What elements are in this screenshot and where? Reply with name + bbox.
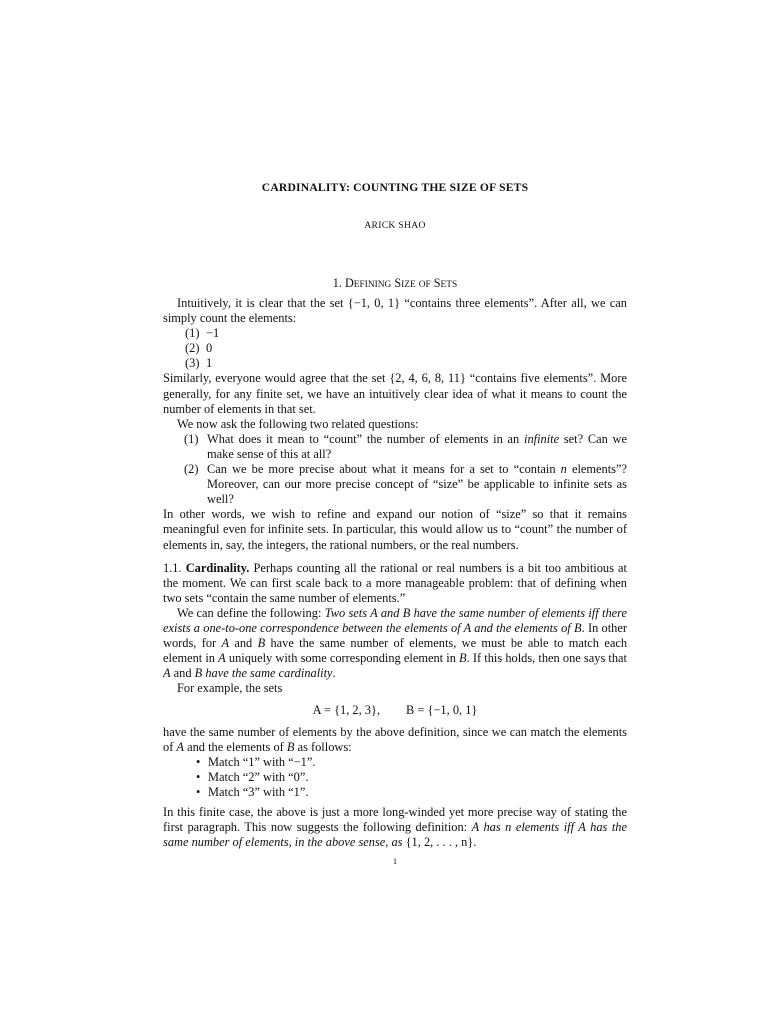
list-item: • Match “1” with “−1”. [196, 754, 316, 769]
subsection-title: Cardinality. [185, 560, 250, 575]
list-item: (1) What does it mean to “count” the number of elements in an infinite set? Can we make sense of this at all? [184, 431, 628, 461]
paragraph-example: For example, the sets [177, 681, 283, 696]
set-b: B = {−1, 0, 1} [406, 703, 478, 718]
paragraph-definition: We can define the following: Two sets A and B have the same number of elements iff there exists a one-to-one correspondence between the elements of A and the elements of B. In other words, for A and B have the same number of elements, we must be able to match each element in A uniquely with some corresponding element in B. If this holds, then one says that A and B have the same cardinality. [163, 605, 628, 681]
subsection-cardinality: 1.1. Cardinality. Perhaps counting all the rational or real numbers is a bit too ambitious at the moment. We can first scale back to a more manageable problem: that of defining when two sets “contain the same number of elements.” [163, 560, 627, 605]
match-list [163, 755, 627, 800]
paragraph-intro: Intuitively, it is clear that the set {−1, 0, 1} “contains three elements”. After all, we can simply count the elements: [163, 296, 627, 326]
bullet-icon: • [196, 754, 201, 769]
list-item: (2) Can we be more precise about what it means for a set to “contain n elements”? Moreover, can our more precise concept of “size” be applicable to infinite sets as well? [184, 462, 628, 507]
list-item: (2) 0 [185, 341, 213, 356]
list-item: • Match “2” with “0”. [196, 769, 309, 784]
list-item: (1) −1 [185, 326, 220, 341]
author-name: ARICK SHAO [364, 220, 426, 231]
bullet-icon: • [196, 784, 201, 799]
paragraph-summary: In other words, we wish to refine and expand our notion of “size” so that it remains meaningful even for infinite sets. In particular, this would allow us to “count” the number of elements in, say, the integers, the rational numbers, or the real numbers. [163, 507, 627, 552]
element-list [163, 326, 627, 371]
paragraph-questions-intro: We now ask the following two related questions: [177, 416, 419, 431]
section-body [163, 296, 627, 850]
subsection-number: 1.1. [163, 560, 182, 575]
paragraph-finite-sets: Similarly, everyone would agree that the set {2, 4, 6, 8, 11} “contains five elements”. More generally, for any finite set, we have an intuitively clear idea of what it means to count the number of elements in that set. [163, 371, 627, 416]
display-equation [163, 703, 627, 718]
paper-title: CARDINALITY: COUNTING THE SIZE OF SETS [261, 181, 529, 194]
list-item: • Match “3” with “1”. [196, 784, 309, 799]
question-list [163, 432, 627, 507]
page-number: 1 [392, 856, 398, 866]
list-item: (3) 1 [185, 356, 213, 371]
paragraph-conclusion: In this finite case, the above is just a more long-winded yet more precise way of stating the first paragraph. This now suggests the following definition: A has n elements iff A has the same number of elements, in the above sense, as {1, 2, . . . , n}. [163, 805, 627, 850]
bullet-icon: • [196, 769, 201, 784]
section-number: 1. [332, 276, 342, 290]
section-heading: 1. DEFINING SIZE OF SETS [332, 276, 458, 290]
set-a: A = {1, 2, 3}, [312, 703, 381, 718]
paragraph-matching: have the same number of elements by the above definition, since we can match the elements of A and the elements of B as follows: [163, 724, 627, 754]
